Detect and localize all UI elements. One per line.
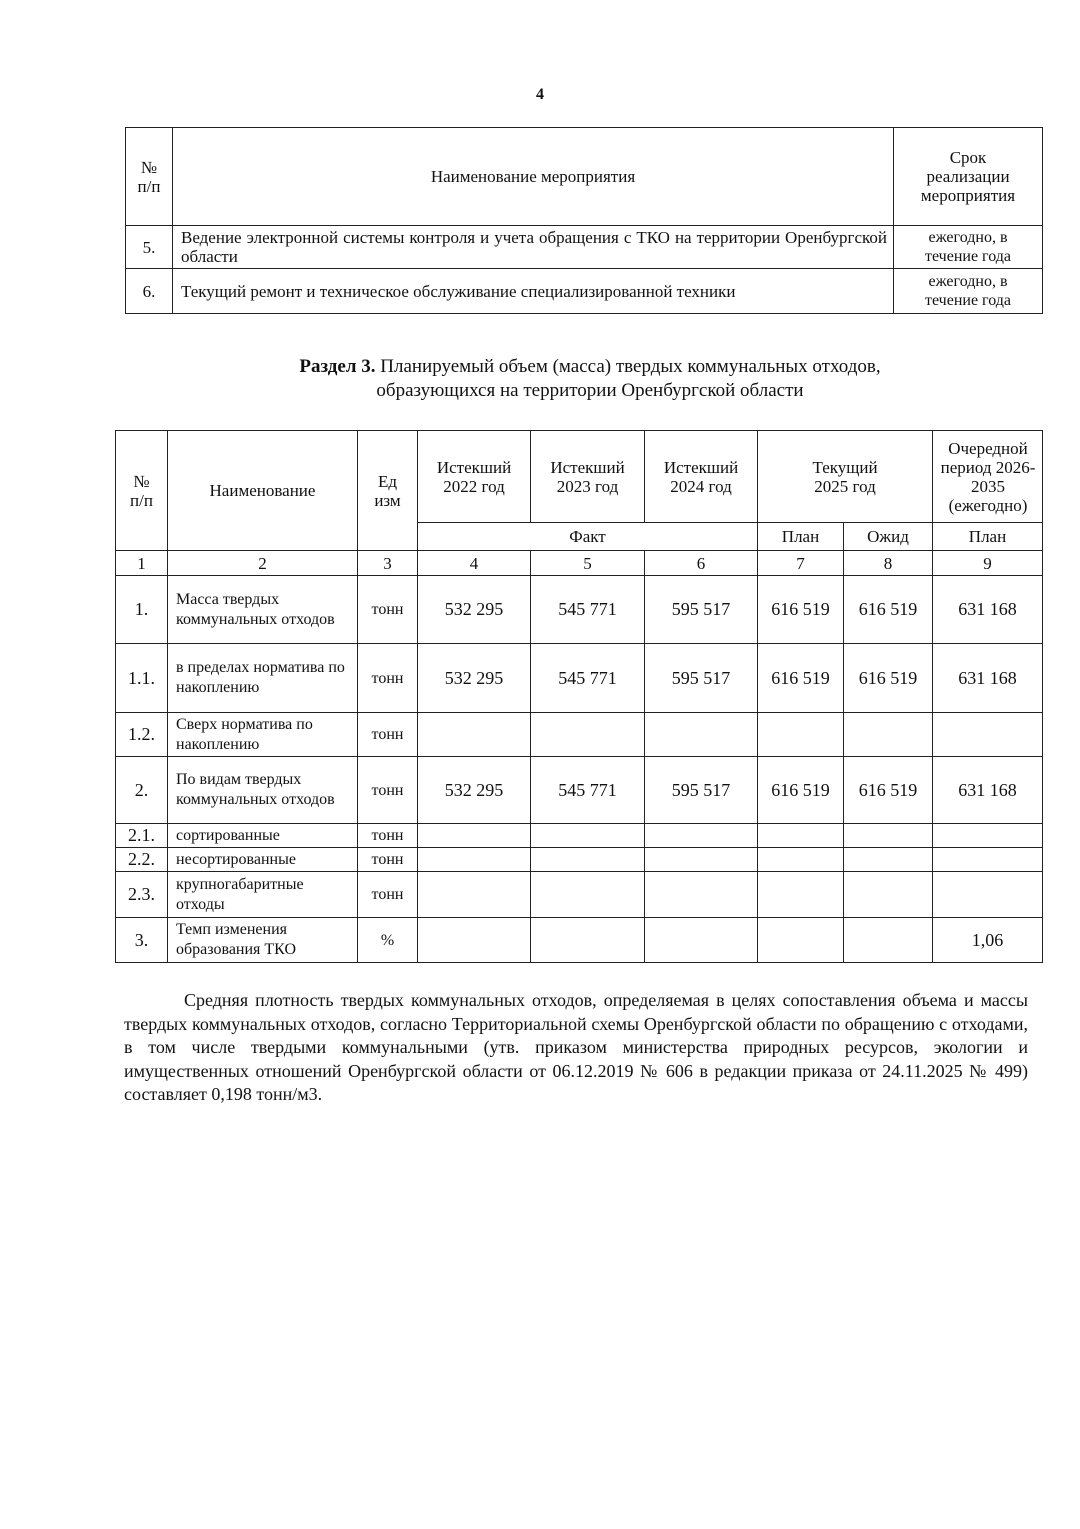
row-value: 616 519 — [844, 644, 933, 713]
row-unit: тонн — [358, 757, 418, 824]
row-num: 5. — [126, 226, 173, 269]
row-value: 595 517 — [645, 644, 758, 713]
row-value: 532 295 — [418, 644, 531, 713]
row-num: 2.1. — [116, 824, 168, 848]
row-num: 1. — [116, 576, 168, 644]
header-num: № п/п — [126, 128, 173, 226]
row-name: Сверх норматива по накоплению — [168, 713, 358, 757]
header-plan: План — [758, 523, 844, 551]
header-next-period: Очередной период 2026-2035 (ежегодно) — [933, 431, 1043, 523]
table-header-row — [116, 431, 1043, 523]
section-title — [0, 355, 1080, 403]
page-number: 4 — [536, 86, 544, 103]
row-unit: тонн — [358, 824, 418, 848]
row-value: 1,06 — [933, 918, 1043, 963]
row-value: 616 519 — [758, 576, 844, 644]
header-num: № п/п — [116, 431, 168, 551]
row-value — [933, 713, 1043, 757]
row-value — [758, 872, 844, 918]
row-value — [844, 918, 933, 963]
row-value — [645, 713, 758, 757]
header-name: Наименование — [168, 431, 358, 551]
header-2022: Истекший 2022 год — [418, 431, 531, 523]
row-value — [844, 872, 933, 918]
row-value — [844, 713, 933, 757]
measures-table — [125, 127, 1043, 314]
col-number: 1 — [116, 551, 168, 576]
row-unit: тонн — [358, 576, 418, 644]
row-name: сортированные — [168, 824, 358, 848]
col-number: 9 — [933, 551, 1043, 576]
header-name: Наименование мероприятия — [173, 128, 894, 226]
row-value — [531, 713, 645, 757]
row-value: 595 517 — [645, 576, 758, 644]
table-row — [126, 269, 1043, 314]
row-value: 631 168 — [933, 644, 1043, 713]
table-row — [116, 644, 1043, 713]
row-value — [418, 918, 531, 963]
row-value: 595 517 — [645, 757, 758, 824]
row-value: 631 168 — [933, 576, 1043, 644]
row-name: в пределах норматива по накоплению — [168, 644, 358, 713]
row-term: ежегодно, в течение года — [894, 269, 1043, 314]
row-num: 2.2. — [116, 848, 168, 872]
col-number: 3 — [358, 551, 418, 576]
row-value — [844, 824, 933, 848]
row-value — [933, 824, 1043, 848]
row-value: 532 295 — [418, 757, 531, 824]
waste-volume-table — [115, 430, 1043, 963]
row-value — [933, 848, 1043, 872]
row-num: 1.1. — [116, 644, 168, 713]
row-value — [531, 824, 645, 848]
row-value — [418, 872, 531, 918]
row-value: 616 519 — [758, 757, 844, 824]
row-name: крупногабаритные отходы — [168, 872, 358, 918]
row-name: Масса твердых коммунальных отходов — [168, 576, 358, 644]
row-value — [645, 872, 758, 918]
row-name: Ведение электронной системы контроля и учета обращения с ТКО на территории Оренбургской области — [173, 226, 894, 269]
section-title-text: Планируемый объем (масса) твердых коммунальных отходов, — [375, 356, 881, 377]
row-value: 545 771 — [531, 576, 645, 644]
row-value — [531, 848, 645, 872]
row-value: 532 295 — [418, 576, 531, 644]
table-row — [116, 576, 1043, 644]
row-value — [645, 848, 758, 872]
row-value — [418, 824, 531, 848]
row-unit: тонн — [358, 713, 418, 757]
col-number: 8 — [844, 551, 933, 576]
row-value — [645, 824, 758, 848]
row-term: ежегодно, в течение года — [894, 226, 1043, 269]
row-num: 1.2. — [116, 713, 168, 757]
section-title-label: Раздел 3. — [299, 356, 376, 377]
row-num: 6. — [126, 269, 173, 314]
row-value — [758, 713, 844, 757]
col-number: 4 — [418, 551, 531, 576]
table-row — [116, 824, 1043, 848]
header-2024: Истекший 2024 год — [645, 431, 758, 523]
row-value: 616 519 — [844, 576, 933, 644]
col-number: 5 — [531, 551, 645, 576]
row-value — [758, 824, 844, 848]
header-expected: Ожид — [844, 523, 933, 551]
row-value: 631 168 — [933, 757, 1043, 824]
row-num: 2.3. — [116, 872, 168, 918]
column-number-row — [116, 551, 1043, 576]
row-value — [844, 848, 933, 872]
row-value: 616 519 — [844, 757, 933, 824]
row-num: 2. — [116, 757, 168, 824]
row-value: 616 519 — [758, 644, 844, 713]
table-row — [116, 757, 1043, 824]
row-unit: тонн — [358, 644, 418, 713]
row-value — [418, 848, 531, 872]
row-value — [933, 872, 1043, 918]
row-name: Темп изменения образования ТКО — [168, 918, 358, 963]
table-row — [116, 848, 1043, 872]
header-plan-next: План — [933, 523, 1043, 551]
row-value: 545 771 — [531, 757, 645, 824]
row-unit: тонн — [358, 872, 418, 918]
header-unit: Ед изм — [358, 431, 418, 551]
row-value — [645, 918, 758, 963]
row-value — [531, 918, 645, 963]
header-2023: Истекший 2023 год — [531, 431, 645, 523]
row-value — [758, 848, 844, 872]
header-2025: Текущий 2025 год — [758, 431, 933, 523]
row-name: несортированные — [168, 848, 358, 872]
table-row — [116, 918, 1043, 963]
row-name: По видам твердых коммунальных отходов — [168, 757, 358, 824]
density-paragraph: Средняя плотность твердых коммунальных отходов, определяемая в целях сопоставления объема и массы твердых коммунальных отходов, согласно Территориальной схемы Оренбургской области по обращению с отходами, в том числе твердыми коммунальными (утв. приказом министерства природных ресурсов, экологии и имущественных отношений Оренбургской области от 06.12.2019 № 606 в редакции приказа от 24.11.2025 № 499) составляет 0,198 тонн/м3. — [124, 990, 1028, 1104]
row-name: Текущий ремонт и техническое обслуживание специализированной техники — [173, 269, 894, 314]
table-row — [116, 713, 1043, 757]
table-row — [126, 226, 1043, 269]
row-unit: тонн — [358, 848, 418, 872]
row-value — [758, 918, 844, 963]
section-title-line2: образующихся на территории Оренбургской области — [376, 380, 804, 401]
row-unit: % — [358, 918, 418, 963]
header-term: Срок реализации мероприятия — [894, 128, 1043, 226]
row-value — [418, 713, 531, 757]
col-number: 7 — [758, 551, 844, 576]
table-row — [116, 872, 1043, 918]
header-fact: Факт — [418, 523, 758, 551]
table-header-row — [126, 128, 1043, 226]
row-num: 3. — [116, 918, 168, 963]
col-number: 2 — [168, 551, 358, 576]
row-value — [531, 872, 645, 918]
col-number: 6 — [645, 551, 758, 576]
row-value: 545 771 — [531, 644, 645, 713]
